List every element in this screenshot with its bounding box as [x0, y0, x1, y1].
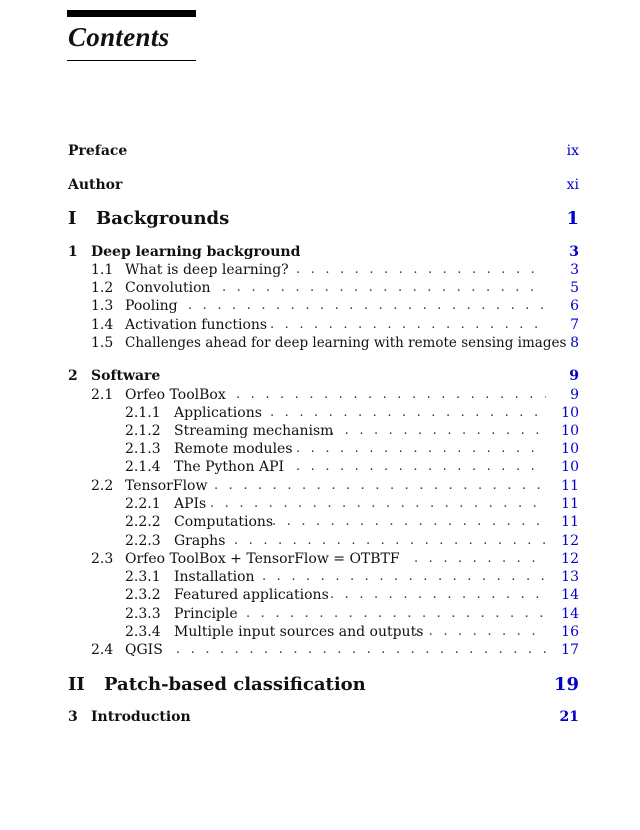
dot-leader	[270, 317, 546, 335]
dot-leader	[414, 551, 546, 569]
toc-subsection[interactable]	[0, 533, 640, 551]
toc-page[interactable]: 10	[561, 459, 579, 475]
chapter-label: Introduction	[91, 709, 191, 725]
section-label: Orfeo ToolBox + TensorFlow = OTBTF	[125, 551, 400, 567]
dot-leader	[222, 280, 546, 298]
toc-page[interactable]: 16	[561, 624, 579, 640]
toc-section[interactable]	[0, 298, 640, 316]
subsection-label: Streaming mechanism	[174, 423, 334, 439]
section-number: 1.1	[91, 262, 114, 278]
subsection-number: 2.3.1	[125, 569, 161, 585]
page-title: Contents	[68, 22, 170, 52]
section-number: 1.4	[91, 317, 114, 333]
dot-leader	[234, 533, 546, 551]
toc-page[interactable]: xi	[566, 177, 579, 193]
section-number: 1.5	[91, 335, 114, 351]
toc-page[interactable]: 3	[569, 244, 579, 260]
section-label: Convolution	[125, 280, 211, 296]
section-number: 1.2	[91, 280, 114, 296]
section-number: 2.4	[91, 642, 114, 658]
dot-leader	[330, 587, 546, 605]
toc-subsection[interactable]	[0, 405, 640, 423]
toc-part-i[interactable]	[0, 208, 640, 230]
chapter-number: 2	[68, 368, 78, 384]
toc-page[interactable]: 11	[561, 496, 579, 512]
subsection-label: APIs	[174, 496, 207, 512]
subsection-label: Remote modules	[174, 441, 293, 457]
dot-leader	[330, 423, 546, 441]
toc-page[interactable]: ix	[566, 143, 579, 159]
toc-page[interactable]: 14	[561, 587, 579, 603]
section-number: 2.3	[91, 551, 114, 567]
heading-top-bar	[67, 10, 196, 17]
chapter-number: 3	[68, 709, 78, 725]
subsection-label: The Python API	[174, 459, 285, 475]
dot-leader	[188, 298, 546, 316]
section-number: 2.1	[91, 387, 114, 403]
toc-page[interactable]: 17	[561, 642, 579, 658]
toc-section[interactable]	[0, 262, 640, 280]
dot-leader	[262, 569, 546, 587]
subsection-number: 2.2.3	[125, 533, 161, 549]
toc-subsection[interactable]	[0, 606, 640, 624]
toc-page[interactable]: 9	[569, 368, 579, 384]
toc-page[interactable]: 3	[570, 262, 579, 278]
subsection-number: 2.1.2	[125, 423, 161, 439]
dot-leader	[272, 514, 546, 532]
toc-page[interactable]: 13	[561, 569, 579, 585]
toc-page[interactable]: 21	[559, 709, 579, 725]
subsection-label: Installation	[174, 569, 255, 585]
toc-page[interactable]: 11	[561, 514, 579, 530]
chapter-label: Software	[91, 368, 161, 384]
subsection-number: 2.3.4	[125, 624, 161, 640]
section-label: QGIS	[125, 642, 163, 658]
toc-entry-preface[interactable]	[0, 143, 640, 161]
part-label: Backgrounds	[96, 208, 230, 229]
toc-page[interactable]: 5	[570, 280, 579, 296]
toc-chapter-1[interactable]	[0, 244, 640, 262]
dot-leader	[246, 606, 546, 624]
toc-section[interactable]	[0, 551, 640, 569]
toc-subsection[interactable]	[0, 459, 640, 477]
toc-page[interactable]: 12	[561, 533, 579, 549]
toc-page[interactable]: 10	[561, 441, 579, 457]
toc-section[interactable]	[0, 478, 640, 496]
toc-subsection[interactable]	[0, 423, 640, 441]
toc-page[interactable]: 19	[553, 674, 579, 695]
section-label: What is deep learning?	[125, 262, 289, 278]
heading-rule	[67, 60, 196, 61]
subsection-number: 2.3.2	[125, 587, 161, 603]
section-label: Orfeo ToolBox	[125, 387, 226, 403]
toc-page[interactable]: 11	[561, 478, 579, 494]
subsection-label: Featured applications	[174, 587, 329, 603]
toc-page[interactable]: 8	[570, 335, 579, 351]
toc-subsection[interactable]	[0, 587, 640, 605]
part-label: Patch-based classification	[104, 674, 366, 695]
subsection-label: Graphs	[174, 533, 226, 549]
toc-subsection[interactable]	[0, 514, 640, 532]
subsection-label: Computations	[174, 514, 274, 530]
subsection-label: Principle	[174, 606, 238, 622]
dot-leader	[296, 262, 546, 280]
subsection-label: Applications	[174, 405, 262, 421]
toc-label: Author	[68, 177, 123, 193]
toc-page[interactable]: 10	[561, 405, 579, 421]
dot-leader	[236, 387, 546, 405]
subsection-number: 2.1.4	[125, 459, 161, 475]
toc-part-ii[interactable]	[0, 674, 640, 696]
toc-page[interactable]: 12	[561, 551, 579, 567]
toc-page[interactable]: 14	[561, 606, 579, 622]
chapter-label: Deep learning background	[91, 244, 301, 260]
subsection-number: 2.2.1	[125, 496, 161, 512]
subsection-number: 2.1.1	[125, 405, 161, 421]
dot-leader	[270, 405, 546, 423]
chapter-number: 1	[68, 244, 78, 260]
toc-section[interactable]	[0, 387, 640, 405]
part-number: I	[68, 208, 77, 229]
section-label: Activation functions	[125, 317, 268, 333]
toc-section[interactable]	[0, 280, 640, 298]
toc-chapter-2[interactable]	[0, 368, 640, 386]
toc-page[interactable]: 1	[566, 208, 579, 229]
toc-subsection[interactable]	[0, 496, 640, 514]
section-label: TensorFlow	[125, 478, 208, 494]
toc-entry-author[interactable]	[0, 177, 640, 195]
subsection-number: 2.1.3	[125, 441, 161, 457]
toc-section[interactable]	[0, 317, 640, 335]
dot-leader	[414, 624, 546, 642]
toc-page[interactable]: 9	[570, 387, 579, 403]
part-number: II	[68, 674, 85, 695]
toc-page[interactable]: 7	[570, 317, 579, 333]
toc-label: Preface	[68, 143, 128, 159]
section-label: Challenges ahead for deep learning with remote sensing images	[125, 335, 567, 351]
section-number: 2.2	[91, 478, 114, 494]
toc-section[interactable]	[0, 642, 640, 660]
toc-subsection[interactable]	[0, 624, 640, 642]
dot-leader	[296, 459, 546, 477]
subsection-label: Multiple input sources and outputs	[174, 624, 424, 640]
toc-chapter-3[interactable]	[0, 709, 640, 727]
dot-leader	[214, 478, 546, 496]
section-label: Pooling	[125, 298, 178, 314]
subsection-number: 2.2.2	[125, 514, 161, 530]
section-number: 1.3	[91, 298, 114, 314]
toc-section[interactable]	[0, 335, 640, 353]
toc-page[interactable]: 10	[561, 423, 579, 439]
toc-subsection[interactable]	[0, 441, 640, 459]
dot-leader	[176, 642, 546, 660]
toc-subsection[interactable]	[0, 569, 640, 587]
toc-page[interactable]: 6	[570, 298, 579, 314]
dot-leader	[296, 441, 546, 459]
dot-leader	[210, 496, 546, 514]
subsection-number: 2.3.3	[125, 606, 161, 622]
